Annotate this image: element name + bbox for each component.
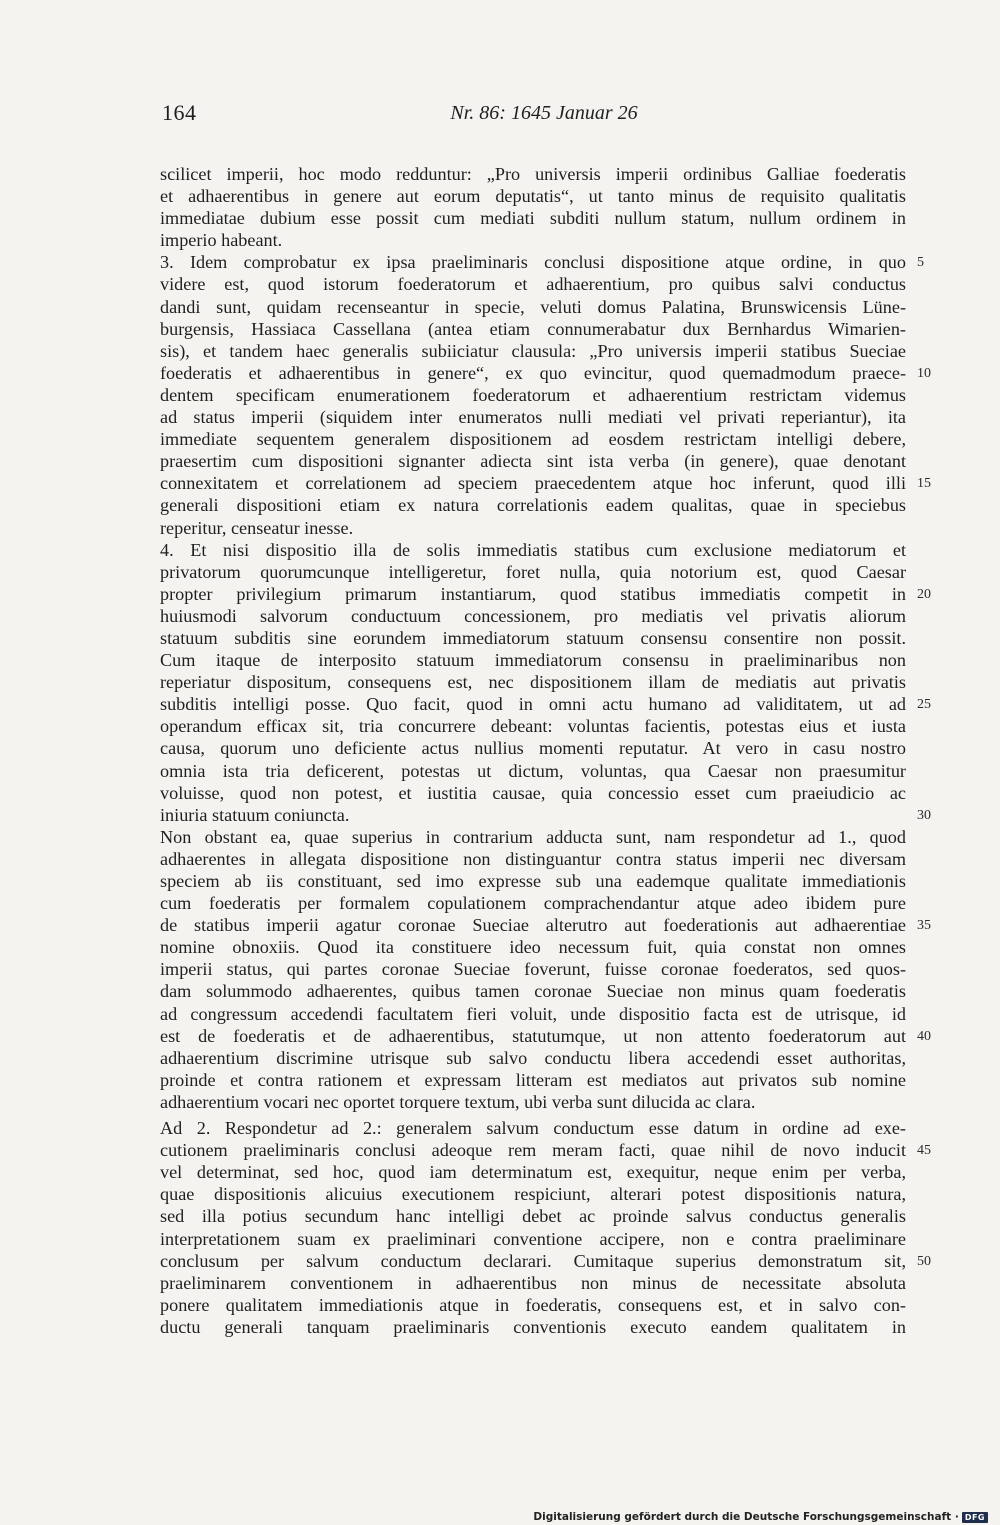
text-line <box>160 362 931 384</box>
text-line <box>160 207 906 229</box>
line-text: generali dispositioni etiam ex natura correlationis eadem qualitas, quae in speciebus <box>160 495 906 516</box>
text-line <box>160 561 906 583</box>
text-line <box>160 450 906 472</box>
text-line <box>160 1183 906 1205</box>
line-text: Non obstant ea, quae superius in contrarium adducta sunt, nam respondetur ad 1., quod <box>160 826 906 847</box>
text-line <box>160 649 906 671</box>
line-text: est de foederatis et de adhaerentibus, statutumque, ut non attento foederatorum aut <box>160 1025 906 1046</box>
line-text: cum foederatis per formalem copulationem comprachendantur atque adeo ibidem pure <box>160 893 906 914</box>
text-line <box>160 936 906 958</box>
line-text: huiusmodi salvorum conductuum concessionem, pro mediatis vel privatis aliorum <box>160 605 906 626</box>
text-line <box>160 1117 906 1139</box>
text-line <box>160 1161 906 1183</box>
text-line <box>160 185 906 207</box>
text-line <box>160 826 906 848</box>
line-number: 5 <box>917 255 924 271</box>
line-number: 15 <box>917 476 931 492</box>
line-text: adhaerentes in allegata dispositione non distinguantur contra status imperii nec diversam <box>160 848 906 869</box>
text-line <box>160 1205 906 1227</box>
text-line <box>160 980 906 1002</box>
text-line <box>160 1069 906 1091</box>
line-text: imperii status, qui partes coronae Sueciae foverunt, fuisse coronae foederatos, sed quos- <box>160 959 906 980</box>
dfg-logo: DFG <box>962 1512 988 1523</box>
page-number: 164 <box>162 100 197 125</box>
line-text: dam solummodo adhaerentes, quibus tamen coronae Sueciae non minus quam foederatis <box>160 981 906 1002</box>
line-text: burgensis, Hassiaca Cassellana (antea etiam connumerabatur dux Bernhardus Wimarien- <box>160 318 906 339</box>
line-text: adhaerentium vocari nec oportet torquere textum, ubi verba sunt dilucida ac clara. <box>160 1091 756 1112</box>
text-line <box>160 715 906 737</box>
text-line <box>160 583 931 605</box>
line-text: 3. Idem comprobatur ex ipsa praeliminaris conclusi dispositione atque ordine, in quo <box>160 252 906 273</box>
line-text: nomine obnoxiis. Quod ita constituere ideo necessum fuit, quia constat non omnes <box>160 937 906 958</box>
text-line <box>160 273 906 295</box>
line-number: 50 <box>917 1253 931 1269</box>
text-line <box>160 1003 906 1025</box>
text-line <box>160 1250 931 1272</box>
line-text: operandum efficax sit, tria concurrere debeant: voluntas facientis, potestas eius et iusta <box>160 716 906 737</box>
digitization-credit <box>533 1511 988 1523</box>
line-number: 40 <box>917 1028 931 1044</box>
line-text: vel determinat, sed hoc, quod iam determinatum est, exequitur, neque enim per verba, <box>160 1162 906 1183</box>
line-text: sis), et tandem haec generalis subiiciatur clausula: „Pro universis imperii statibus Sueciae <box>160 340 906 361</box>
text-line <box>160 804 931 826</box>
line-text: scilicet imperii, hoc modo redduntur: „Pro universis imperii ordinibus Galliae foederatis <box>160 164 906 184</box>
text-line <box>160 605 906 627</box>
line-text: sed illa potius secundum hanc intelligi debet ac proinde salvus conductus generalis <box>160 1206 906 1227</box>
running-title: Nr. 86: 1645 Januar 26 <box>450 102 638 124</box>
line-text: conclusum per salvum conductum declarari. Cumitaque superius demonstratum sit, <box>160 1250 906 1271</box>
line-text: omnia ista tria deficerent, potestas ut dictum, voluntas, qua Caesar non praesumitur <box>160 760 906 781</box>
line-text: videre est, quod istorum foederatorum et adhaerentium, pro quibus salvi conductus <box>160 274 906 295</box>
line-text: ad status imperii (siquidem inter enumeratos nulli mediati vel privati reperiantur), ita <box>160 407 906 428</box>
line-number: 30 <box>917 807 931 823</box>
text-line <box>160 340 906 362</box>
text-line <box>160 494 906 516</box>
text-line <box>160 848 906 870</box>
text-line <box>160 384 906 406</box>
line-text: ponere qualitatem immediationis atque in foederatis, consequens est, et in salvo con- <box>160 1294 906 1315</box>
text-line <box>160 1025 931 1047</box>
line-text: ductu generali tanquam praeliminaris conventionis executo eandem qualitatem in <box>160 1316 906 1337</box>
text-line <box>160 760 906 782</box>
text-line <box>160 870 906 892</box>
line-number: 20 <box>917 586 931 602</box>
text-line <box>160 1047 906 1069</box>
line-text: immediate sequentem generalem dispositionem ad eosdem restrictam intelligi debere, <box>160 429 906 450</box>
line-text: Ad 2. Respondetur ad 2.: generalem salvum conductum esse datum in ordine ad exe- <box>160 1118 906 1139</box>
text-line <box>160 737 906 759</box>
text-line <box>160 892 906 914</box>
line-text: imperio habeant. <box>160 230 283 251</box>
text-line <box>160 229 906 251</box>
line-text: interpretationem suam ex praeliminari conventione accipere, non e contra praeliminare <box>160 1228 906 1249</box>
line-text: immediatae dubium esse possit cum mediati subditi nullum statum, nullum ordinem in <box>160 208 906 229</box>
line-text: privatorum quorumcunque intelligeretur, foret nulla, quia notorium est, quod Caesar <box>160 561 906 582</box>
line-text: adhaerentium discrimine utrisque sub salvo conductu libera accedendi esset authoritas, <box>160 1047 906 1068</box>
text-line <box>160 782 906 804</box>
line-text: subditis intelligi posse. Quo facit, quod in omni actu humano ad validitatem, ut ad <box>160 694 906 715</box>
text-line <box>160 539 906 561</box>
text-line <box>160 693 931 715</box>
credit-text: Digitalisierung gefördert durch die Deutsche Forschungsgemeinschaft · <box>533 1511 959 1523</box>
line-text: reperiatur dispositum, consequens est, nec dispositionem illam de mediatis aut privatis <box>160 672 906 693</box>
line-number: 45 <box>917 1143 931 1159</box>
line-text: 4. Et nisi dispositio illa de solis immediatis statibus cum exclusione mediatorum et <box>160 539 906 560</box>
line-text: et adhaerentibus in genere aut eorum deputatis“, ut tanto minus de requisito qualitatis <box>160 186 906 207</box>
text-line <box>160 163 906 185</box>
text-line <box>160 472 931 494</box>
text-line <box>160 1272 906 1294</box>
text-line <box>160 428 906 450</box>
line-number: 35 <box>917 918 931 934</box>
text-line <box>160 671 906 693</box>
line-text: statuum subditis sine eorundem immediatorum statuum consensu consentire non possit. <box>160 627 906 648</box>
line-text: dandi sunt, quidam recenseantur in specie, veluti domus Palatina, Brunswicensis Lüne- <box>160 296 906 317</box>
line-number: 25 <box>917 697 931 713</box>
text-line <box>160 296 906 318</box>
line-text: reperitur, censeatur inesse. <box>160 517 354 538</box>
line-text: praeliminarem conventionem in adhaerentibus non minus de necessitate absoluta <box>160 1272 906 1293</box>
line-text: praesertim cum dispositioni signanter adiecta sint ista verba (in genere), quae denotant <box>160 451 906 472</box>
text-line <box>160 1091 906 1113</box>
line-text: quae dispositionis alicuius executionem respiciunt, alterari potest dispositionis natura, <box>160 1184 906 1205</box>
line-text: voluisse, quod non potest, et iustitia causae, quia concessio esset cum praeiudicio ac <box>160 782 906 803</box>
line-text: cutionem praeliminaris conclusi adeoque rem meram facti, quae nihil de novo inducit <box>160 1140 906 1161</box>
text-line <box>160 1294 906 1316</box>
text-line <box>160 1228 906 1250</box>
body-text <box>160 163 931 1338</box>
text-line <box>160 914 931 936</box>
line-text: proinde et contra rationem et expressam litteram est mediatos aut privatos sub nomine <box>160 1069 906 1090</box>
line-number: 10 <box>917 365 931 381</box>
text-line <box>160 1139 931 1161</box>
text-line <box>160 1316 906 1338</box>
line-text: dentem specificam enumerationem foederatorum et adhaerentium restrictam videmus <box>160 384 906 405</box>
text-line <box>160 406 906 428</box>
text-line <box>160 958 906 980</box>
line-text: de statibus imperii agatur coronae Sueciae alterutro aut foederationis aut adhaerentiae <box>160 915 906 936</box>
line-text: connexitatem et correlationem ad speciem praecedentem atque hoc inferunt, quod illi <box>160 473 906 494</box>
page-header <box>162 100 906 136</box>
line-text: causa, quorum uno deficiente actus nullius momenti reputatur. At vero in casu nostro <box>160 738 906 759</box>
text-line <box>160 318 906 340</box>
line-text: Cum itaque de interposito statuum immediatorum consensu in praeliminaribus non <box>160 650 906 671</box>
text-line <box>160 251 924 273</box>
text-line <box>160 517 906 539</box>
text-line <box>160 627 906 649</box>
line-text: ad congressum accedendi facultatem fieri voluit, unde dispositio facta est de utrisque, id <box>160 1003 906 1024</box>
line-text: propter privilegium primarum instantiarum, quod statibus immediatis competit in <box>160 583 906 604</box>
line-text: speciem ab iis constituant, sed imo expresse sub una eademque qualitate immediationis <box>160 871 906 891</box>
line-text: foederatis et adhaerentibus in genere“, ex quo evincitur, quod quemadmodum praece- <box>160 362 906 383</box>
line-text: iniuria statuum coniuncta. <box>160 804 350 825</box>
